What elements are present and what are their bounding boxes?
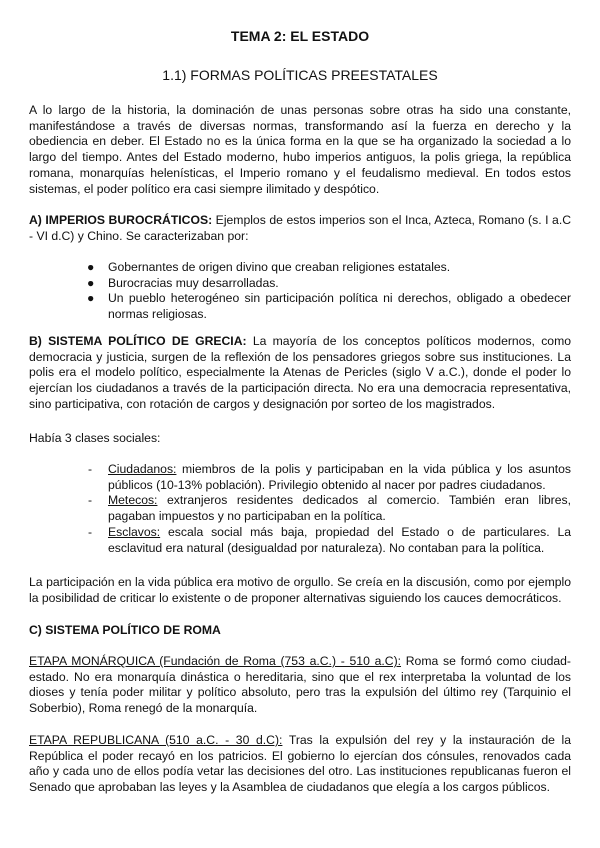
list-item: - Ciudadanos: miembros de la polis y participaban en la vida pública y los asuntos públicos (10-13% población). Privilegio obtenido al nacer por padres ciudadanos. [88, 462, 571, 492]
section-b-closing: La participación en la vida pública era motivo de orgullo. Se creía en la discusión, como por ejemplo la posibilidad de criticar lo existente o de proponer alternativas siguiendo los cauces democráticos. [29, 575, 571, 605]
bullet-icon: ● [87, 291, 95, 306]
section-b-paragraph [29, 334, 571, 413]
republic-text: Tras la expulsión del rey y la instauración de la República el poder recayó en los patricios. El gobierno lo ejercían dos cónsules, renovados cada año y cada uno de ellos podía vetar las decisiones del otro. Las instituciones republicanas fueron el Senado que aprobaban las leyes y la Asamblea de ciudadanos que elegía a los cargos públicos. [29, 733, 572, 795]
page-title: TEMA 2: EL ESTADO [230, 28, 370, 44]
list-item: ● Gobernantes de origen divino que creaban religiones estatales. [87, 260, 451, 274]
dash-icon: - [88, 462, 93, 476]
dash-icon: - [88, 493, 93, 508]
section-c-heading: C) SISTEMA POLÍTICO DE ROMA [29, 623, 221, 637]
monarchy-text: Roma se formó como ciudad-estado. No era monarquía dinástica o hereditaria, sino que el rex interpretaba la voluntad de los dioses y tenía poder militar y político absoluto, pero tras la expulsión del último rey (Tarquinio el Soberbio), Roma renegó de la monarquía. [29, 654, 571, 716]
section-b-text: La mayoría de los conceptos políticos modernos, como democracia y justicia, surgen de la reflexión de los pensadores griegos sobre sus instituciones. La polis era el modelo político, especialmente la Atenas de Pericles (siglo V a.C.), donde el poder lo ejercían los ciudadanos a través de la participación directa. No era una democracia representativa, sino participativa, con rotación de cargos y designación por sorteo de los magistrados. [29, 334, 571, 411]
section-a-heading: A) IMPERIOS BUROCRÁTICOS: [29, 213, 213, 227]
section-subtitle: 1.1) FORMAS POLÍTICAS PREESTATALES [162, 67, 438, 83]
social-classes-list [88, 462, 571, 556]
section-a-paragraph [29, 213, 571, 244]
bullet-icon: ● [87, 260, 95, 274]
republic-label: ETAPA REPUBLICANA (510 a.C. - 30 d.C): [29, 733, 283, 747]
section-b-heading: B) SISTEMA POLÍTICO DE GRECIA: [29, 334, 247, 348]
monarchy-label: ETAPA MONÁRQUICA (Fundación de Roma (753 a.C.) - 510 a.C): [29, 654, 402, 668]
monarchy-paragraph [29, 654, 571, 717]
list-item: ● Un pueblo heterogéneo sin participación política ni derechos, obligado a obedecer normas religiosas. [87, 291, 571, 322]
list-item: ● Burocracias muy desarrolladas. [87, 275, 279, 290]
intro-paragraph: A lo largo de la historia, la dominación de unas personas sobre otras ha sido una constante, manifestándose a través de diversas normas, transformando así la fuerza en derecho y la obediencia en deber. El Estado no es la única forma en la que se ha organizado la sociedad a lo largo del tiempo. Antes del Estado moderno, hubo imperios antiguos, la polis griega, la república romana, monarquías helenísticas, el Imperio romano y el feudalismo medieval. En todos estos sistemas, el poder político era casi siempre ilimitado y despótico. [29, 103, 571, 196]
bullet-icon: ● [87, 275, 95, 290]
republic-paragraph [29, 733, 571, 796]
dash-icon: - [88, 524, 93, 539]
classes-intro: Había 3 clases sociales: [29, 431, 161, 445]
section-a-text: Ejemplos de estos imperios son el Inca, Azteca, Romano (s. I a.C - VI d.C) y Chino. Se caracterizaban por: [29, 213, 572, 243]
section-a-list [87, 260, 571, 323]
list-item: - Metecos: extranjeros residentes dedicados al comercio. También eran libres, pagaban impuestos y no participaban en la política. [88, 493, 571, 524]
list-item: - Esclavos: escala social más baja, propiedad del Estado o de particulares. La esclavitud era natural (desigualdad por naturaleza). No contaban para la política. [88, 524, 571, 555]
